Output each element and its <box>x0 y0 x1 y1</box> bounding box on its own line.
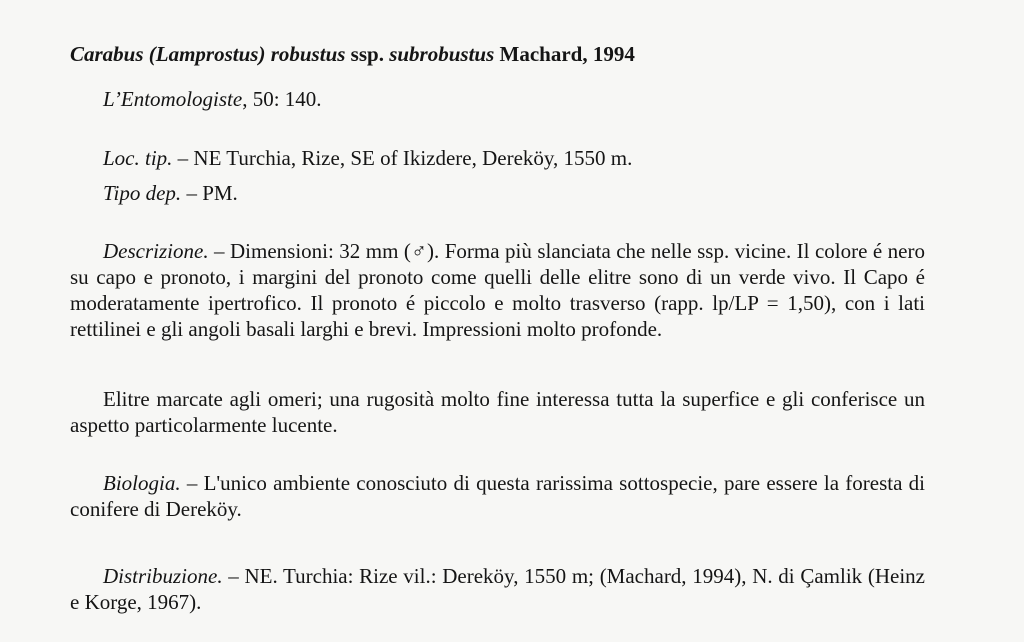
ssp-label: ssp. <box>345 42 390 66</box>
description-label: Descrizione. <box>103 239 209 263</box>
description-text: – Dimensioni: 32 mm (♂). Forma più slanciata che nelle ssp. vicine. Il colore é nero su capo e pronoto, i margini del pronoto come quelli delle elitre sono di un verde vivo. Il Capo é moderatamente ipertrofico. Il pronoto é piccolo e molto trasverso (rapp. lp/LP = 1,50), con i lati rettilinei e gli angoli basali larghi e brevi. Impressioni molto profonde. <box>70 239 925 341</box>
description-paragraph <box>70 238 925 342</box>
journal-name: L’Entomologiste <box>103 87 243 111</box>
subspecies-name: subrobustus <box>389 42 495 66</box>
biology-label: Biologia. <box>103 471 181 495</box>
journal-reference <box>103 86 322 112</box>
type-deposit <box>103 180 238 206</box>
type-locality-text: – NE Turchia, Rize, SE of Ikizdere, Dereköy, 1550 m. <box>172 146 633 170</box>
distribution-text: – NE. Turchia: Rize vil.: Dereköy, 1550 m; (Machard, 1994), N. di Çamlik (Heinz e Korge, 1967). <box>70 564 925 614</box>
journal-volume-page: , 50: 140. <box>242 87 322 111</box>
elytra-text: Elitre marcate agli omeri; una rugosità molto fine interessa tutta la superfice e gli conferisce un aspetto particolarmente lucente. <box>70 387 925 437</box>
type-deposit-label: Tipo dep. <box>103 181 182 205</box>
species-name: Carabus (Lamprostus) robustus <box>70 42 346 66</box>
distribution-label: Distribuzione. <box>103 564 223 588</box>
type-locality <box>103 145 632 171</box>
type-deposit-text: – PM. <box>181 181 238 205</box>
elytra-paragraph <box>70 386 925 438</box>
type-locality-label: Loc. tip. <box>103 146 173 170</box>
biology-text: – L'unico ambiente conosciuto di questa rarissima sottospecie, pare essere la foresta di conifere di Dereköy. <box>70 471 925 521</box>
biology-paragraph <box>70 470 925 522</box>
species-heading <box>70 41 635 67</box>
distribution-paragraph <box>70 563 925 615</box>
author-year: Machard, 1994 <box>494 42 635 66</box>
